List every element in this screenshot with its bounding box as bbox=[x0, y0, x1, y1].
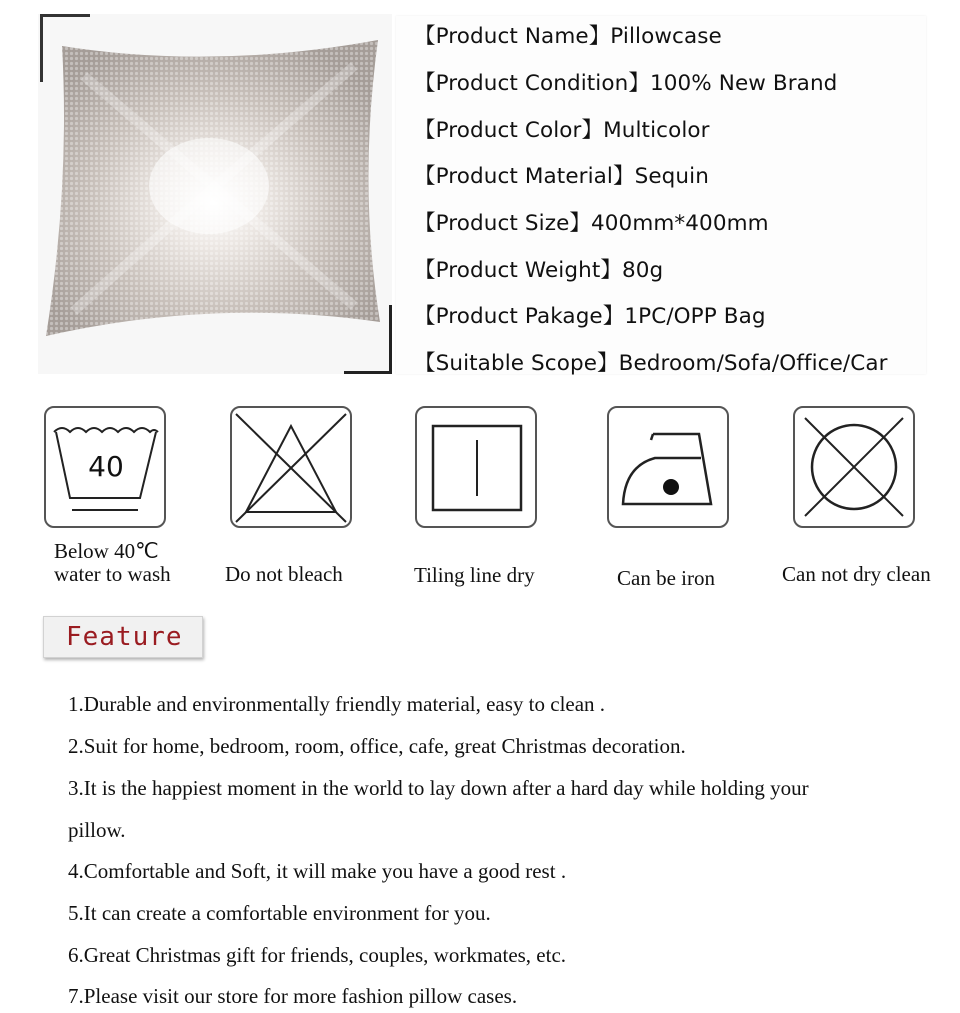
feature-title: Feature bbox=[66, 622, 183, 652]
spec-suitable-scope: 【Suitable Scope】Bedroom/Sofa/Office/Car bbox=[414, 351, 888, 376]
feature-line: 2.Suit for home, bedroom, room, office, cafe, great Christmas decoration. bbox=[68, 734, 686, 758]
spec-product-size: 【Product Size】400mm*400mm bbox=[414, 211, 769, 236]
care-label-wash-1: Below 40℃ bbox=[54, 539, 159, 563]
spec-product-weight: 【Product Weight】80g bbox=[414, 258, 664, 283]
wash-40-icon bbox=[44, 406, 166, 528]
feature-line: 4.Comfortable and Soft, it will make you have a good rest . bbox=[68, 859, 567, 883]
frame-corner bbox=[40, 14, 43, 82]
spec-product-material: 【Product Material】Sequin bbox=[414, 164, 709, 189]
care-label-iron: Can be iron bbox=[617, 566, 715, 590]
feature-line: 1.Durable and environmentally friendly material, easy to clean . bbox=[68, 692, 606, 716]
frame-corner bbox=[40, 14, 90, 17]
spec-product-color: 【Product Color】Multicolor bbox=[414, 118, 710, 143]
wash-temp-label: 40 bbox=[88, 450, 124, 483]
feature-line: pillow. bbox=[68, 818, 126, 842]
care-label-bleach: Do not bleach bbox=[225, 562, 343, 586]
spec-product-name: 【Product Name】Pillowcase bbox=[414, 24, 722, 49]
sequin-pillow-image bbox=[44, 36, 384, 342]
no-dry-clean-icon bbox=[793, 406, 915, 528]
care-label-dry: Tiling line dry bbox=[414, 563, 535, 587]
iron-icon bbox=[607, 406, 729, 528]
feature-badge bbox=[43, 616, 203, 658]
line-dry-icon bbox=[415, 406, 537, 528]
feature-line: 6.Great Christmas gift for friends, couples, workmates, etc. bbox=[68, 943, 567, 967]
care-label-dryclean: Can not dry clean bbox=[782, 562, 931, 586]
spec-product-package: 【Product Pakage】1PC/OPP Bag bbox=[414, 304, 766, 329]
no-bleach-icon bbox=[230, 406, 352, 528]
feature-line: 5.It can create a comfortable environment for you. bbox=[68, 901, 491, 925]
feature-line: 3.It is the happiest moment in the world to lay down after a hard day while holding your bbox=[68, 776, 809, 800]
frame-corner bbox=[344, 371, 392, 374]
feature-line: 7.Please visit our store for more fashion pillow cases. bbox=[68, 984, 518, 1008]
frame-corner bbox=[389, 305, 392, 374]
care-label-wash-2: water to wash bbox=[54, 562, 171, 586]
spec-product-condition: 【Product Condition】100% New Brand bbox=[414, 71, 838, 96]
